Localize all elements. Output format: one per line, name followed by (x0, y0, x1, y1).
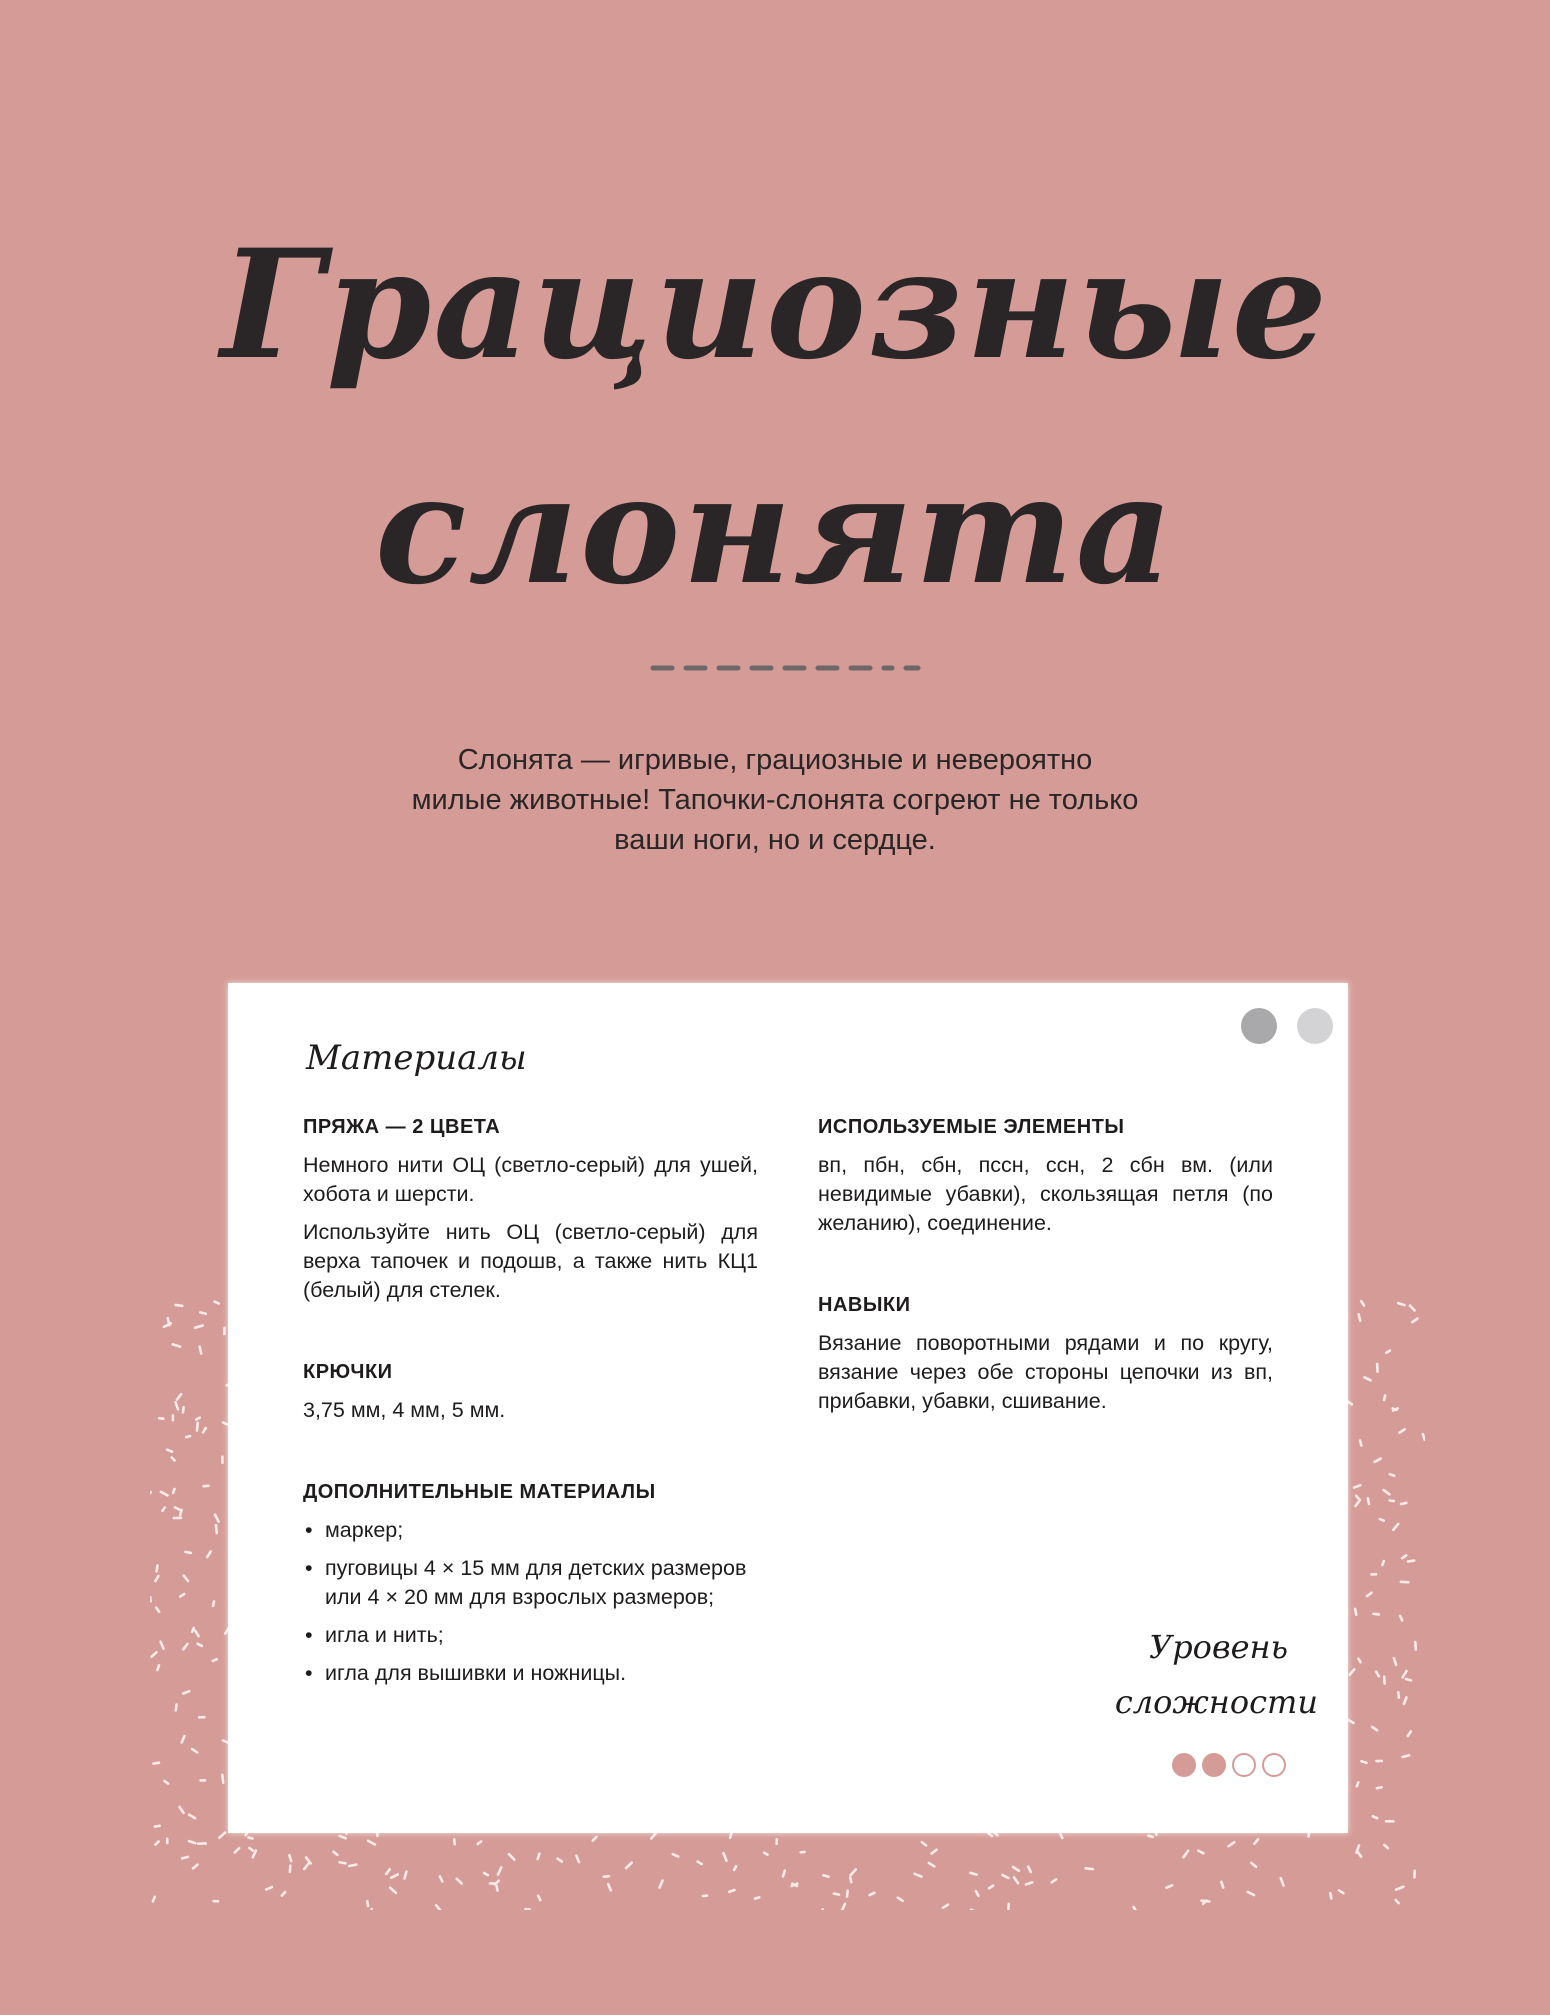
list-item: • игла для вышивки и ножницы. (303, 1659, 758, 1688)
title-line-1: Грациозные (220, 217, 1330, 393)
speckle (484, 1873, 488, 1875)
speckle (176, 1705, 177, 1711)
speckle (497, 1886, 498, 1891)
speckle (340, 1836, 346, 1838)
list-item: • маркер; (303, 1516, 758, 1545)
speckle (1202, 1901, 1210, 1902)
speckle (185, 1552, 190, 1553)
speckle (823, 1875, 828, 1876)
difficulty-label-line-2: сложности (1114, 1683, 1318, 1721)
speckle (1281, 1878, 1284, 1885)
speckle (1423, 1434, 1425, 1439)
speckle (249, 1848, 252, 1851)
intro-text (330, 740, 1220, 860)
yarn-paragraph-1: Немного нити ОЦ (светло-серый) для ушей, хобота и шерсти. (303, 1153, 758, 1206)
speckle (1404, 1697, 1407, 1704)
speckle (729, 1890, 734, 1892)
speckle (1398, 1303, 1404, 1305)
speckle (440, 1876, 442, 1881)
speckle (197, 1423, 198, 1431)
speckle (932, 1850, 937, 1854)
speckle (235, 1848, 240, 1852)
speckle (1339, 1890, 1343, 1893)
speckle (1248, 1892, 1254, 1895)
speckle (1408, 1732, 1411, 1736)
speckle (847, 1891, 848, 1897)
speckle (172, 1457, 175, 1460)
speckle (1330, 1893, 1331, 1898)
speckle (1403, 1671, 1407, 1677)
speckle (1149, 1836, 1153, 1837)
speckle (180, 1594, 184, 1597)
speckle (608, 1884, 611, 1890)
speckle (970, 1873, 976, 1875)
dark-gray-dot (1241, 1008, 1277, 1044)
speckle (1356, 1501, 1360, 1506)
speckle (1390, 1474, 1394, 1476)
speckle (177, 1394, 181, 1399)
speckle (282, 1892, 285, 1896)
speckle (1380, 1519, 1384, 1521)
speckle (182, 1736, 185, 1742)
speckle (213, 1659, 217, 1661)
materials-card (228, 983, 1348, 1833)
speckle (724, 1853, 727, 1860)
speckle (660, 1881, 663, 1888)
speckle (155, 1842, 158, 1845)
speckle (223, 1422, 227, 1424)
elements-text: вп, пбн, сбн, пссн, ссн, 2 сбн вм. (или невидимые убавки), скользящая петля (по желанию), соединение. (818, 1153, 1273, 1235)
speckle (1410, 1306, 1415, 1311)
elements-heading: ИСПОЛЬЗУЕМЫЕ ЭЛЕМЕНТЫ (818, 1116, 1125, 1138)
speckle (576, 1856, 579, 1862)
materials-heading: Материалы (306, 1038, 527, 1078)
intro-line-2: милые животные! Тапочки-слонята согреют не только (411, 784, 1139, 816)
speckle (196, 1418, 200, 1420)
speckle (184, 1576, 188, 1581)
speckle (988, 1833, 992, 1836)
speckle (698, 1862, 702, 1864)
speckle (1400, 1429, 1405, 1432)
speckle (1384, 1490, 1390, 1494)
speckle (1375, 1459, 1381, 1462)
speckle (1358, 1659, 1360, 1662)
speckle (1373, 1816, 1377, 1818)
intro-line-3: ваши ноги, но и сердце. (614, 824, 936, 856)
speckle (1221, 1882, 1223, 1888)
extra-materials-list (303, 1516, 758, 1688)
difficulty-dot-empty (1232, 1753, 1256, 1777)
speckle (1390, 1500, 1394, 1501)
speckle (673, 1854, 678, 1856)
speckle (153, 1763, 159, 1764)
speckle (1028, 1867, 1031, 1872)
speckle (850, 1877, 851, 1882)
skills-heading: НАВЫКИ (818, 1294, 911, 1316)
hooks-text: 3,75 мм, 4 мм, 5 мм. (303, 1398, 506, 1422)
speckle (213, 1601, 214, 1605)
speckle (1251, 1863, 1256, 1867)
speckle (509, 1854, 514, 1859)
speckle (834, 1894, 839, 1895)
list-item: • игла и нить; (303, 1621, 758, 1650)
speckle (538, 1854, 540, 1859)
speckle (173, 1489, 175, 1493)
speckle (215, 1515, 219, 1522)
speckle (436, 1905, 440, 1910)
speckle (1134, 1907, 1137, 1910)
speckle (367, 1901, 368, 1906)
speckle (195, 1325, 203, 1327)
speckle (180, 1807, 184, 1813)
speckle (161, 1642, 164, 1649)
speckle (349, 1865, 356, 1866)
speckle (155, 1826, 160, 1827)
speckle (175, 1507, 180, 1510)
speckle (1382, 1561, 1383, 1565)
speckle (193, 1865, 198, 1869)
speckle (1350, 1669, 1355, 1674)
speckle (183, 1407, 184, 1412)
speckle (200, 1312, 205, 1313)
speckle (764, 1853, 767, 1855)
speckle (922, 1842, 926, 1845)
speckle (850, 1870, 855, 1876)
speckle (266, 1887, 272, 1890)
speckle (1398, 1692, 1399, 1697)
speckle (1355, 1609, 1356, 1615)
hooks-heading: КРЮЧКИ (303, 1361, 393, 1383)
speckle (219, 1833, 225, 1838)
speckle (1408, 1561, 1414, 1562)
speckle (498, 1867, 501, 1874)
speckle (152, 1652, 157, 1656)
speckle (1002, 1875, 1008, 1878)
speckle (340, 1862, 346, 1863)
speckle (457, 1879, 462, 1884)
speckle (153, 1897, 155, 1902)
speckle (391, 1874, 398, 1877)
speckle (334, 1852, 338, 1855)
right-column (818, 1113, 1273, 1425)
list-item: • пуговицы 4 × 15 мм для детских размеров или 4 × 20 мм для взрослых размеров; (303, 1554, 758, 1612)
speckle (1373, 1614, 1379, 1615)
extra-materials-heading: ДОПОЛНИТЕЛЬНЫЕ МАТЕРИАЛЫ (303, 1481, 656, 1503)
speckle (976, 1891, 979, 1896)
dashed-divider (650, 662, 922, 674)
speckle (198, 1644, 202, 1646)
speckle (1406, 1679, 1411, 1680)
speckle (189, 1841, 195, 1843)
speckle (1357, 1782, 1359, 1786)
speckle (304, 1863, 309, 1869)
speckle (182, 1857, 188, 1858)
speckle (157, 1665, 159, 1670)
speckle (215, 1302, 219, 1304)
speckle (162, 1508, 164, 1511)
speckle (1198, 1851, 1203, 1854)
speckle (1401, 1503, 1406, 1504)
speckle (1013, 1867, 1019, 1871)
speckle (173, 1344, 180, 1346)
speckle (1412, 1319, 1417, 1322)
speckle (943, 1905, 948, 1908)
card-dots (1241, 1008, 1333, 1044)
speckle (370, 1909, 372, 1910)
speckle (842, 1904, 845, 1910)
speckle (189, 1815, 195, 1818)
speckle (1348, 1401, 1352, 1404)
difficulty-rating (1172, 1753, 1286, 1777)
speckle (1384, 1395, 1385, 1400)
speckle (161, 1492, 168, 1495)
speckle (186, 1436, 190, 1437)
speckle (1403, 1755, 1410, 1757)
speckle (157, 1566, 158, 1572)
speckle (386, 1869, 389, 1874)
speckle (929, 1863, 934, 1866)
speckle (1396, 1887, 1403, 1890)
speckle (1356, 1496, 1360, 1500)
speckle (150, 1492, 151, 1496)
speckle (195, 1631, 198, 1636)
speckle (1184, 1851, 1189, 1857)
speckle (167, 1450, 172, 1452)
speckle (175, 1402, 178, 1409)
speckle (216, 1525, 217, 1533)
difficulty-dot-empty (1262, 1753, 1286, 1777)
speckle (593, 1837, 597, 1841)
speckle (1014, 1877, 1018, 1883)
speckle (1376, 1672, 1379, 1677)
speckle (368, 1841, 375, 1845)
yarn-heading: ПРЯЖА — 2 ЦВЕТА (303, 1116, 501, 1138)
speckle (1166, 1885, 1172, 1887)
speckle (1360, 1440, 1361, 1445)
speckle (248, 1837, 252, 1838)
speckle (1228, 1842, 1234, 1846)
speckle (898, 1898, 903, 1901)
difficulty-dot-filled (1172, 1753, 1196, 1777)
skills-text: Вязание поворотными рядами и по кругу, вязание через обе стороны цепочки из вп, прибавки, убавки, сшивание. (818, 1331, 1273, 1413)
speckle (222, 1775, 223, 1783)
speckle (1368, 1498, 1369, 1504)
speckle (203, 1428, 206, 1432)
speckle (870, 1893, 875, 1895)
speckle (823, 1909, 824, 1910)
speckle (164, 1781, 168, 1784)
speckle (192, 1749, 197, 1752)
speckle (915, 1874, 922, 1877)
speckle (207, 1551, 211, 1557)
speckle (495, 1881, 499, 1885)
speckle (1364, 1377, 1370, 1380)
speckle (1384, 1845, 1388, 1848)
speckle (1254, 1839, 1258, 1844)
speckle (1354, 1485, 1360, 1487)
speckle (390, 1888, 396, 1893)
speckle (1415, 1642, 1416, 1649)
speckle (200, 1347, 202, 1354)
speckle (306, 1858, 311, 1864)
speckle (1361, 1301, 1364, 1305)
speckle (734, 1866, 736, 1870)
speckle (175, 1305, 182, 1306)
intro-line-1: Слонята — игривые, грациозные и невероятно (457, 744, 1093, 776)
speckle (1386, 1351, 1390, 1353)
speckle (1347, 1719, 1353, 1723)
speckle (478, 1842, 481, 1844)
speckle (1394, 1658, 1396, 1665)
speckle (183, 1644, 187, 1649)
speckle (1400, 1616, 1402, 1620)
speckle (755, 1897, 759, 1898)
difficulty-label-line-1: Уровень (1149, 1628, 1288, 1666)
light-gray-dot (1297, 1008, 1333, 1044)
speckle (1377, 1787, 1382, 1788)
speckle (1359, 1314, 1361, 1320)
speckle (558, 1859, 562, 1862)
speckle (183, 1691, 189, 1693)
speckle (1357, 1851, 1361, 1857)
speckle (404, 1872, 406, 1879)
difficulty-dot-filled (1202, 1753, 1226, 1777)
speckle (1367, 1593, 1371, 1596)
speckle (1086, 1868, 1093, 1869)
yarn-paragraph-2: Используйте нить ОЦ (светло-серый) для верха тапочек и подошв, а также нить КЦ1 (белый) для стелек. (303, 1220, 758, 1302)
title-line-2: слонята (375, 442, 1175, 618)
speckle (626, 1863, 632, 1868)
speckle (155, 1576, 158, 1581)
speckle (1396, 1900, 1399, 1903)
speckle (989, 1886, 993, 1889)
speckle (1372, 1727, 1377, 1730)
speckle (604, 1876, 609, 1877)
speckle (192, 1628, 193, 1632)
speckle (1402, 1555, 1406, 1558)
speckle (1052, 1879, 1056, 1882)
speckle (1393, 1524, 1398, 1530)
speckle (156, 1608, 159, 1612)
speckle (1026, 1882, 1032, 1884)
speckle (1361, 1761, 1366, 1763)
speckle (783, 1871, 785, 1877)
speckle (651, 1833, 655, 1838)
speckle (538, 1896, 540, 1900)
speckle (289, 1855, 291, 1861)
left-column (303, 1113, 758, 1697)
speckle (150, 1597, 151, 1601)
